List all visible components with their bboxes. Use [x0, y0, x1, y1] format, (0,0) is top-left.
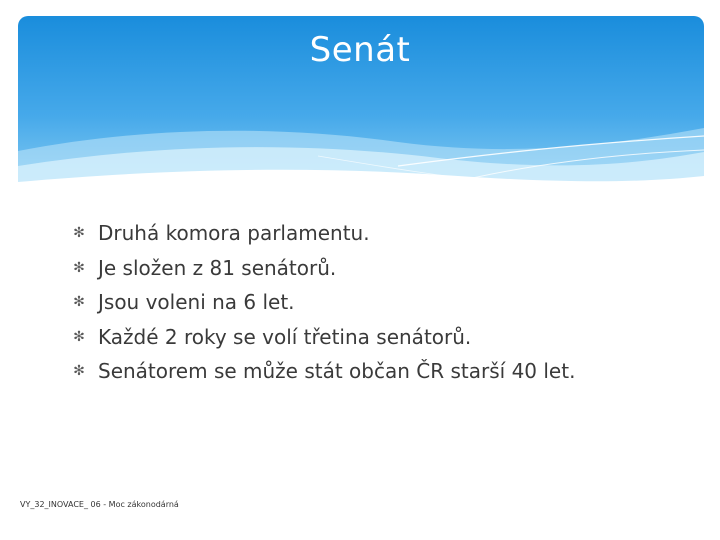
asterisk-icon: ✻ — [73, 294, 85, 311]
list-item — [72, 285, 575, 320]
bullet-text: Jsou voleni na 6 let. — [98, 290, 295, 315]
bullet-list — [72, 216, 575, 389]
bullet-text: Senátorem se může stát občan ČR starší 40 let. — [98, 359, 576, 384]
slide-title: Senát — [309, 30, 411, 70]
bullet-text: Každé 2 roky se volí třetina senátorů. — [98, 324, 472, 349]
asterisk-icon: ✻ — [73, 328, 85, 345]
list-item — [72, 354, 575, 389]
list-item — [72, 251, 575, 286]
bullet-text: Druhá komora parlamentu. — [98, 221, 370, 246]
footer-note: VY_32_INOVACE_ 06 - Moc zákonodárná — [20, 500, 179, 509]
list-item — [72, 320, 575, 355]
asterisk-icon: ✻ — [73, 363, 85, 380]
asterisk-icon: ✻ — [73, 259, 85, 276]
list-item — [72, 216, 575, 251]
asterisk-icon: ✻ — [73, 225, 85, 242]
bullet-text: Je složen z 81 senátorů. — [98, 255, 337, 280]
